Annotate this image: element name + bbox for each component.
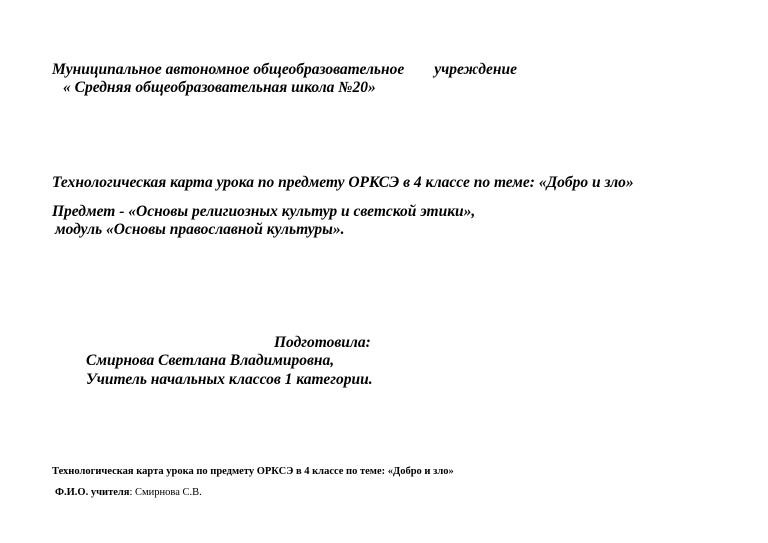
- author-position: Учитель начальных классов 1 категории.: [86, 371, 373, 388]
- teacher-label: Ф.И.О. учителя: [55, 487, 130, 498]
- author-name: Смирнова Светлана Владимировна,: [86, 352, 335, 369]
- org-name-line-2: « Средняя общеобразовательная школа №20»: [63, 79, 376, 96]
- prepared-by-label: Подготовила:: [274, 334, 371, 351]
- lesson-title: Технологическая карта урока по предмету ОРКСЭ в 4 классе по теме: «Добро и зло»: [52, 174, 634, 191]
- footer-lesson-title: Технологическая карта урока по предмету ОРКСЭ в 4 классе по теме: «Добро и зло»: [52, 466, 454, 477]
- module-line: модуль «Основы православной культуры».: [55, 221, 345, 238]
- org-name-part-1: Муниципальное автономное общеобразовательное: [52, 61, 405, 78]
- teacher-value: : Смирнова С.В.: [129, 487, 202, 498]
- org-name-part-2: учреждение: [434, 61, 517, 78]
- teacher-line: [55, 486, 202, 499]
- subject-line: Предмет - «Основы религиозных культур и светской этики»,: [52, 203, 476, 220]
- org-name-line-1: [52, 61, 517, 79]
